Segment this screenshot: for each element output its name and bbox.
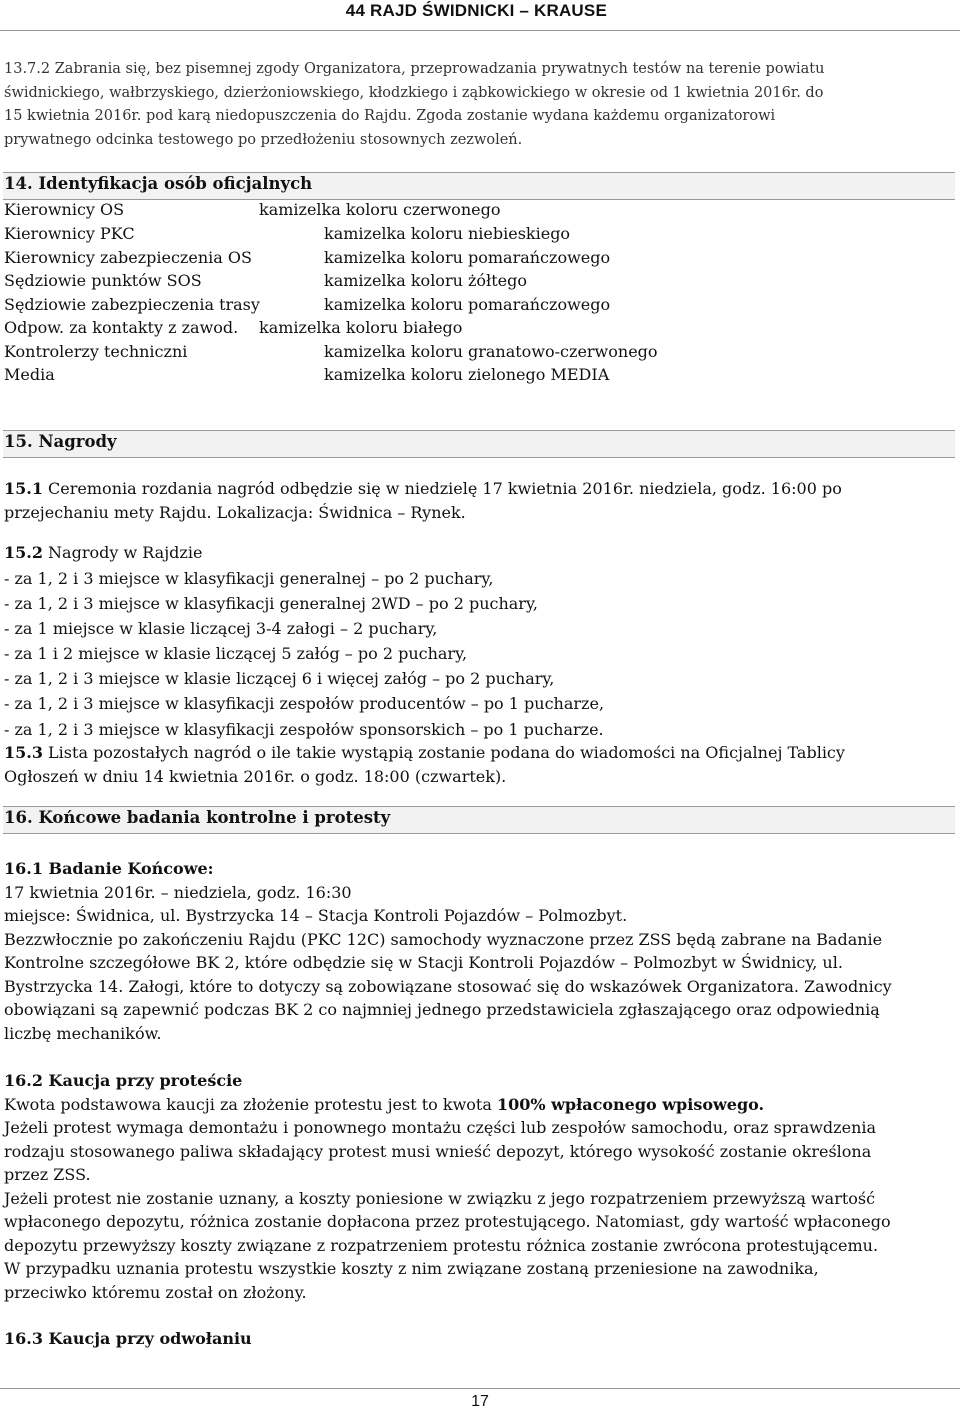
- paragraph-number: 15.1: [4, 479, 43, 498]
- official-role: Sędziowie punktów SOS: [4, 271, 202, 290]
- vest-description: kamizelka koloru czerwonego: [259, 200, 501, 219]
- footer-divider: [0, 1388, 960, 1389]
- official-role: Kierownicy OS: [4, 200, 125, 219]
- text-line: Bezzwłocznie po zakończeniu Rajdu (PKC 12C) samochody wyznaczone przez ZSS będą zabrane na Badanie: [4, 929, 883, 949]
- official-role: Odpow. za kontakty z zawod.: [4, 318, 239, 337]
- vest-description: kamizelka koloru pomarańczowego: [324, 248, 611, 267]
- text-line: 17 kwietnia 2016r. – niedziela, godz. 16:30: [4, 882, 352, 902]
- paragraph-16-3: [4, 1327, 954, 1351]
- text-line: Ceremonia rozdania nagród odbędzie się w niedzielę 17 kwietnia 2016r. niedziela, godz. 16:00 po: [42, 479, 842, 498]
- text-line: prywatnego odcinka testowego po przedłożeniu stosownych zezwoleń.: [4, 131, 523, 148]
- list-item: - za 1, 2 i 3 miejsce w klasie liczącej 6 i więcej załóg – po 2 puchary,: [4, 669, 555, 689]
- list-item: - za 1, 2 i 3 miejsce w klasyfikacji generalnej – po 2 puchary,: [4, 569, 494, 588]
- text-line: miejsce: Świdnica, ul. Bystrzycka 14 – Stacja Kontroli Pojazdów – Polmozbyt.: [4, 906, 628, 925]
- text-line: liczbę mechaników.: [4, 1023, 162, 1043]
- text-line: obowiązani są zapewnić podczas BK 2 co najmniej jednego przedstawiciela zgłaszającego oraz odpowiednią: [4, 1000, 880, 1019]
- official-role: Kierownicy PKC: [4, 224, 135, 243]
- list-item: - za 1, 2 i 3 miejsce w klasyfikacji zespołów producentów – po 1 pucharze,: [4, 694, 605, 714]
- text-line: rodzaju stosowanego paliwa składający protest musi wnieść depozyt, którego wysokość zostanie określona: [4, 1141, 872, 1161]
- vest-description: kamizelka koloru żółtego: [324, 271, 527, 290]
- page-number: 17: [471, 1393, 489, 1410]
- text-line: 13.7.2 Zabrania się, bez pisemnej zgody Organizatora, przeprowadzania prywatnych testów na terenie powiatu: [4, 61, 825, 77]
- list-item: - za 1 miejsce w klasie liczącej 3-4 załogi – 2 puchary,: [4, 619, 438, 639]
- official-role: Media: [4, 365, 55, 384]
- list-item: - za 1 i 2 miejsce w klasie liczącej 5 załóg – po 2 puchary,: [4, 644, 468, 664]
- header-title: 44 RAJD ŚWIDNICKI – KRAUSE: [345, 1, 607, 20]
- emphasis-text: 100% wpłaconego wpisowego.: [496, 1094, 765, 1114]
- paragraph-number: 15.3: [4, 743, 43, 762]
- paragraph-title: 16.3 Kaucja przy odwołaniu: [4, 1329, 252, 1348]
- text-line: świdnickiego, wałbrzyskiego, dzierżoniowskiego, kłodzkiego i ząbkowickiego w okresie od 1 kwietnia 2016r. do: [4, 84, 824, 101]
- section-title: 16. Końcowe badania kontrolne i protesty: [4, 808, 391, 827]
- text-line: wpłaconego depozytu, różnica zostanie dopłacona przez protestującego. Natomiast, gdy wartość wpłaconego: [4, 1212, 891, 1231]
- text-line: Bystrzycka 14. Załogi, które to dotyczy są zobowiązane stosować się do wskazówek Organizatora. Zawodnicy: [4, 976, 892, 996]
- paragraph-15-3: [4, 741, 954, 788]
- section-heading-14: [3, 172, 955, 200]
- paragraph-title: Nagrody w Rajdzie: [42, 543, 203, 562]
- text-line: Kwota podstawowa kaucji za złożenie protestu jest to kwota: [4, 1094, 497, 1114]
- paragraph-16-1: [4, 857, 954, 1045]
- paragraph-15-2: [4, 541, 954, 565]
- text-line: 15 kwietnia 2016r. pod karą niedopuszczenia do Rajdu. Zgoda zostanie wydana każdemu organizatorowi: [4, 108, 776, 124]
- official-role: Sędziowie zabezpieczenia trasy: [4, 295, 260, 314]
- awards-list: [4, 566, 954, 742]
- text-line: Ogłoszeń w dniu 14 kwietnia 2016r. o godz. 18:00 (czwartek).: [4, 766, 507, 786]
- text-line: Lista pozostałych nagród o ile takie wystąpią zostanie podana do wiadomości na Oficjalnej Tablicy: [42, 743, 845, 762]
- official-role: Kontrolerzy techniczni: [4, 342, 188, 361]
- paragraph-13-7-2: [4, 58, 954, 152]
- text-line: przejechaniu mety Rajdu. Lokalizacja: Świdnica – Rynek.: [4, 502, 466, 522]
- text-line: depozytu przewyższy koszty związane z rozpatrzeniem protestu różnica zostanie zwrócona protestującemu.: [4, 1235, 879, 1255]
- text-line: Kontrolne szczegółowe BK 2, które odbędzie się w Stacji Kontroli Pojazdów – Polmozbyt w Świdnicy, ul.: [4, 953, 843, 972]
- text-line: przez ZSS.: [4, 1165, 91, 1184]
- text-line: przeciwko któremu został on złożony.: [4, 1282, 307, 1302]
- vest-description: kamizelka koloru zielonego MEDIA: [324, 365, 610, 384]
- section-title: 14. Identyfikacja osób oficjalnych: [4, 174, 313, 193]
- text-line: Jeżeli protest wymaga demontażu i ponownego montażu części lub zespołów samochodu, oraz sprawdzenia: [4, 1118, 877, 1137]
- paragraph-title: 16.1 Badanie Końcowe:: [4, 859, 214, 878]
- vest-description: kamizelka koloru granatowo-czerwonego: [324, 342, 658, 361]
- paragraph-title: 16.2 Kaucja przy proteście: [4, 1071, 243, 1090]
- section-title: 15. Nagrody: [4, 432, 117, 451]
- vest-description: kamizelka koloru pomarańczowego: [324, 295, 611, 314]
- section-heading-15: [3, 430, 955, 458]
- vest-description: kamizelka koloru niebieskiego: [324, 224, 571, 243]
- paragraph-15-1: [4, 477, 954, 524]
- paragraph-number: 15.2: [4, 543, 43, 562]
- vest-description: kamizelka koloru białego: [259, 318, 463, 337]
- list-item: - za 1, 2 i 3 miejsce w klasyfikacji zespołów sponsorskich – po 1 pucharze.: [4, 719, 604, 739]
- text-line: W przypadku uznania protestu wszystkie koszty z nim związane zostaną przeniesione na zawodnika,: [4, 1259, 819, 1278]
- official-role: Kierownicy zabezpieczenia OS: [4, 248, 252, 267]
- section-heading-16: [3, 806, 955, 834]
- list-item: - za 1, 2 i 3 miejsce w klasyfikacji generalnej 2WD – po 2 puchary,: [4, 594, 538, 614]
- text-line: Jeżeli protest nie zostanie uznany, a koszty poniesione w związku z jego rozpatrzeniem przewyższą wartość: [4, 1188, 876, 1208]
- page-header: [0, 0, 960, 31]
- paragraph-16-2: [4, 1069, 954, 1304]
